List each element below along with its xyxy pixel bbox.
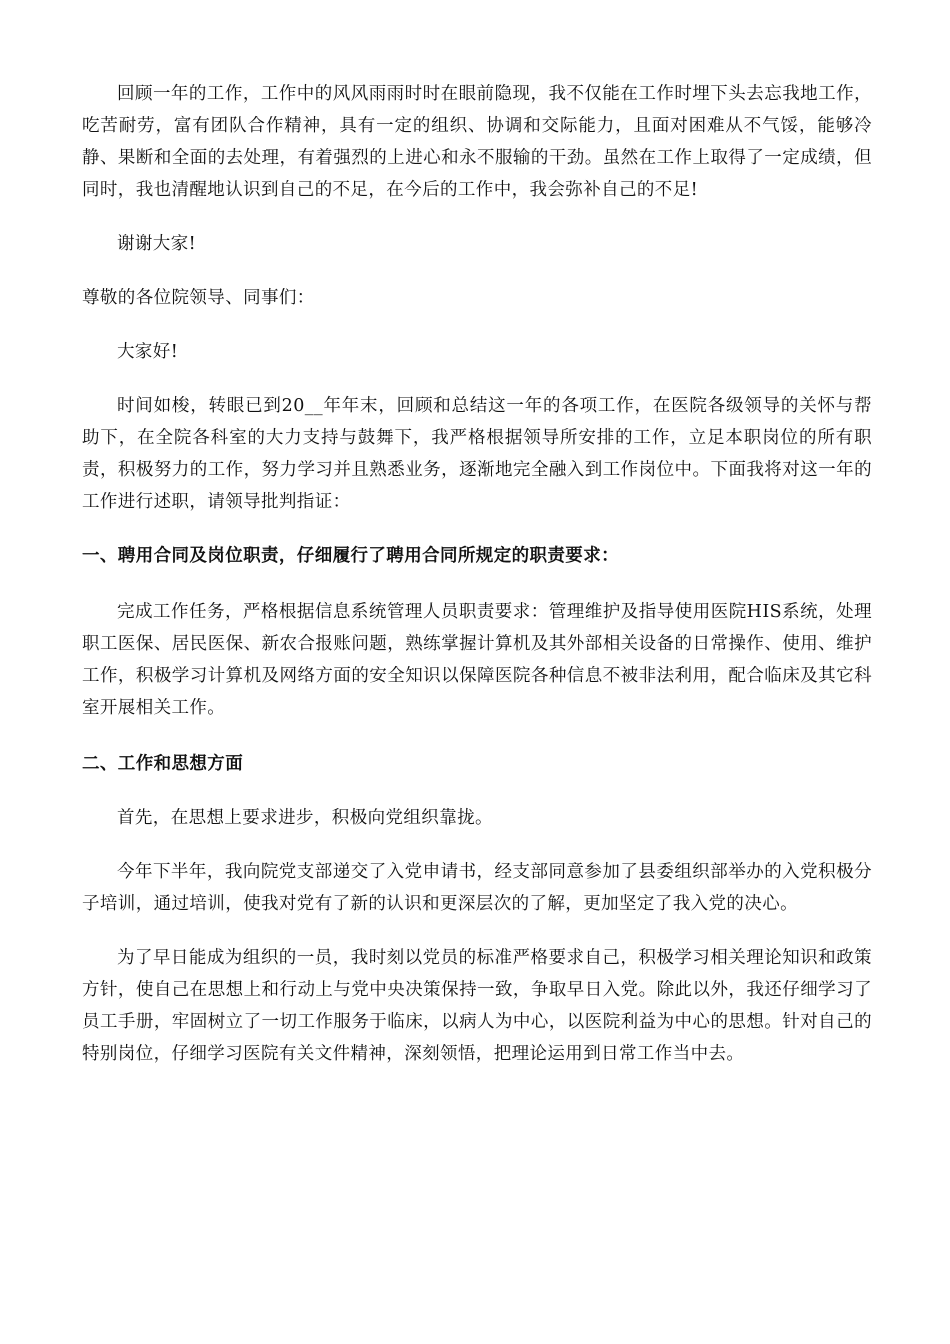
paragraph-duties: 完成工作任务，严格根据信息系统管理人员职责要求：管理维护及指导使用医院HIS系统，处理职工医保、居民医保、新农合报账问题，熟练掌握计算机及其外部相关设备的日常操作、使用、维护工作，积极学习计算机及网络方面的安全知识以保障医院各种信息不被非法利用，配合临床及其它科室开展相关工作。 — [82, 602, 872, 718]
salutation: 尊敬的各位院领导、同事们： — [82, 288, 315, 308]
paragraph-first-point: 首先，在思想上要求进步，积极向党组织靠拢。 — [117, 808, 493, 828]
greeting: 大家好! — [117, 342, 179, 362]
paragraph-self-discipline: 为了早日能成为组织的一员，我时刻以党员的标准严格要求自己，积极学习相关理论知识和政策方针，使自己在思想上和行动上与党中央决策保持一致，争取早日入党。除此以外，我还仔细学习了员工手册，牢固树立了一切工作服务于临床，以病人为中心，以医院利益为中心的思想。针对自己的特别岗位，仔细学习医院有关文件精神，深刻领悟，把理论运用到日常工作当中去。 — [82, 948, 872, 1064]
paragraph-party-application: 今年下半年，我向院党支部递交了入党申请书，经支部同意参加了县委组织部举办的入党积极分子培训，通过培训，使我对党有了新的认识和更深层次的了解，更加坚定了我入党的决心。 — [82, 862, 872, 914]
paragraph-thanks: 谢谢大家! — [117, 234, 197, 254]
paragraph-review-summary: 回顾一年的工作，工作中的风风雨雨时时在眼前隐现，我不仅能在工作时埋下头去忘我地工作，吃苦耐劳，富有团队合作精神，具有一定的组织、协调和交际能力，且面对困难从不气馁，能够冷静、果断和全面的去处理，有着强烈的上进心和永不服输的干劲。虽然在工作上取得了一定成绩，但同时，我也清醒地认识到自己的不足，在今后的工作中，我会弥补自己的不足! — [82, 84, 872, 200]
paragraph-introduction: 时间如梭，转眼已到20__年年末，回顾和总结这一年的各项工作，在医院各级领导的关怀与帮助下，在全院各科室的大力支持与鼓舞下，我严格根据领导所安排的工作，立足本职岗位的所有职责，积极努力的工作，努力学习并且熟悉业务，逐渐地完全融入到工作岗位中。下面我将对这一年的工作进行述职，请领导批判指证： — [82, 396, 872, 512]
section-heading-1: 一、聘用合同及岗位职责，仔细履行了聘用合同所规定的职责要求： — [82, 546, 619, 566]
section-heading-2: 二、工作和思想方面 — [82, 754, 244, 774]
document-page — [82, 78, 872, 1070]
